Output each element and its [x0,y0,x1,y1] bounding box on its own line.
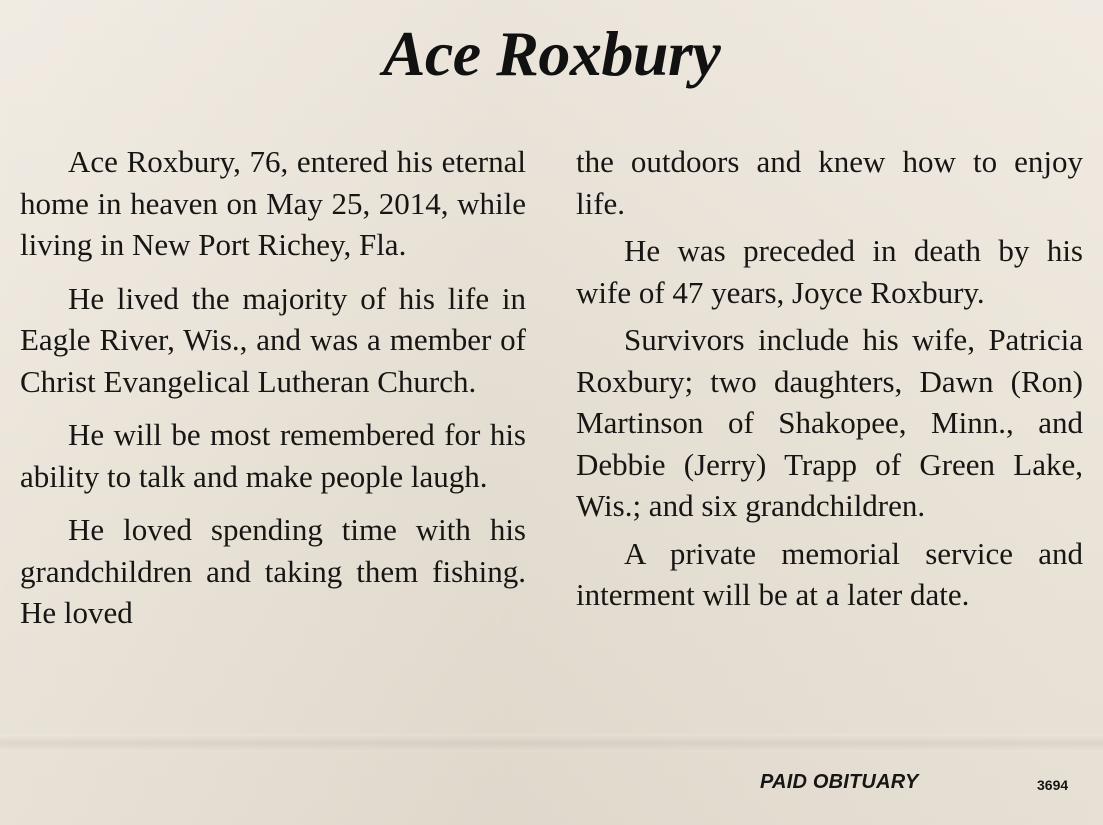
left-paragraph-3: He will be most remembered for his ability to talk and make people laugh. [20,417,526,494]
paper-fold [0,734,1103,752]
obituary-title: Ace Roxbury [382,18,721,89]
right-paragraph-3: Survivors include his wife, Patricia Roxbury; two daughters, Dawn (Ron) Martinson of Shakopee, Minn., and Debbie (Jerry) Trapp of Green Lake, Wis.; and six grandchildren. [576,322,1083,523]
right-column [576,141,1083,616]
left-paragraph-2: He lived the majority of his life in Eagle River, Wis., and was a member of Christ Evangelical Lutheran Church. [20,280,526,399]
paid-obituary-label: PAID OBITUARY [760,771,919,793]
ad-number: 3694 [1037,777,1069,793]
right-paragraph-1: the outdoors and knew how to enjoy life. [576,144,1083,221]
left-paragraph-1: Ace Roxbury, 76, entered his eternal home in heaven on May 25, 2014, while living in New Port Richey, Fla. [20,144,526,262]
right-paragraph-4: A private memorial service and interment will be at a later date. [576,535,1083,612]
right-paragraph-2: He was preceded in death by his wife of 47 years, Joyce Roxbury. [576,233,1083,310]
left-column [20,141,526,634]
left-paragraph-4: He loved spending time with his grandchildren and taking them fishing. He loved [20,512,526,630]
